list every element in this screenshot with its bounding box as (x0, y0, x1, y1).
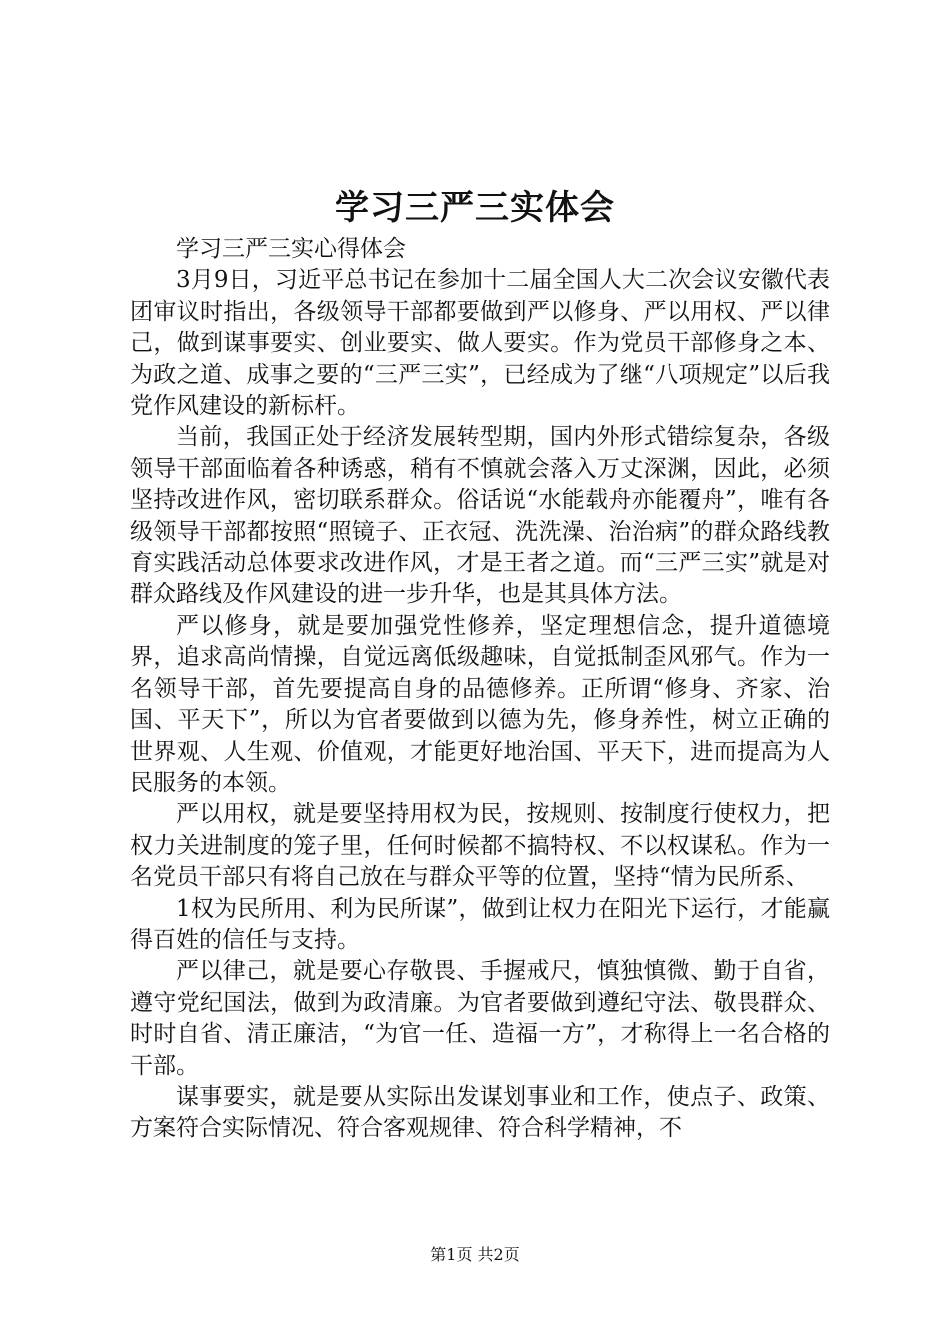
paragraph-planning: 谋事要实，就是要从实际出发谋划事业和工作，使点子、政策、方案符合实际情况、符合客观规律、符合科学精神，不 (130, 1083, 830, 1142)
paragraph-intro: 3月9日，习近平总书记在参加十二届全国人大二次会议安徽代表团审议时指出，各级领导干部都要做到严以修身、严以用权、严以律己，做到谋事要实、创业要实、做人要实。作为党员干部修身之本、为政之道、成事之要的“三严三实”，已经成为了继“八项规定”以后我党作风建设的新标杆。 (130, 267, 830, 420)
paragraph-use-of-power-continued: 1权为民所用、利为民所谋”，做到让权力在阳光下运行，才能赢得百姓的信任与支持。 (130, 895, 830, 953)
paragraph-use-of-power: 严以用权，就是要坚持用权为民，按规则、按制度行使权力，把权力关进制度的笼子里，任何时候都不搞特权、不以权谋私。作为一名党员干部只有将自己放在与群众平等的位置，坚持“情为民所系、 (130, 801, 830, 891)
page-footer: 第1页 共2页 (430, 1245, 520, 1264)
document-title: 学习三严三实体会 (335, 188, 615, 228)
document-body (130, 234, 830, 1145)
paragraph-current-situation: 当前，我国正处于经济发展转型期，国内外形式错综复杂，各级领导干部面临着各种诱惑，稍有不慎就会落入万丈深渊，因此，必须坚持改进作风，密切联系群众。俗话说“水能载舟亦能覆舟”，唯有各级领导干部都按照“照镜子、正衣冠、洗洗澡、治治病”的群众路线教育实践活动总体要求改进作风，才是王者之道。而“三严三实”就是对群众路线及作风建设的进一步升华，也是其具体方法。 (130, 424, 830, 608)
paragraph-self-cultivation: 严以修身，就是要加强党性修养，坚定理想信念，提升道德境界，追求高尚情操，自觉远离低级趣味，自觉抵制歪风邪气。作为一名领导干部，首先要提高自身的品德修养。正所谓“修身、齐家、治国、平天下”，所以为官者要做到以德为先，修身养性，树立正确的世界观、人生观、价值观，才能更好地治国、平天下，进而提高为人民服务的本领。 (130, 612, 830, 796)
paragraph-self-discipline: 严以律己，就是要心存敬畏、手握戒尺，慎独慎微、勤于自省，遵守党纪国法，做到为政清廉。为官者要做到遵纪守法、敬畏群众、时时自省、清正廉洁，“为官一任、造福一方”，才称得上一名合格的干部。 (130, 958, 830, 1079)
document-subtitle: 学习三严三实心得体会 (176, 236, 406, 262)
